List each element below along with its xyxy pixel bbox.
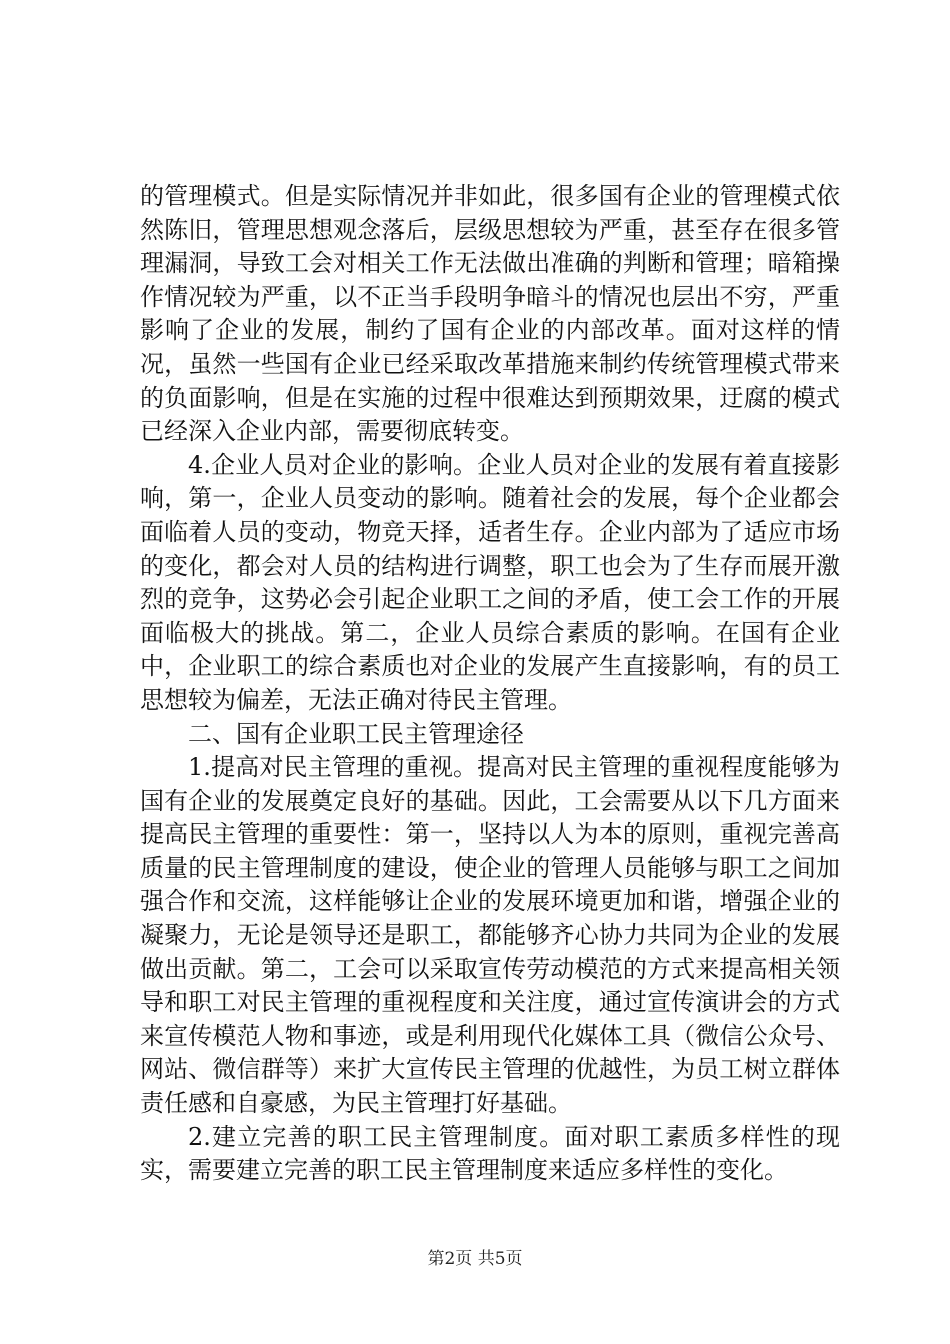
paragraph-establish-system: 2.建立完善的职工民主管理制度。面对职工素质多样性的现实，需要建立完善的职工民主管理制度来适应多样性的变化。	[140, 1122, 840, 1185]
paragraph-enterprise-personnel: 4.企业人员对企业的影响。企业人员对企业的发展有着直接影响，第一，企业人员变动的影响。随着社会的发展，每个企业都会面临着人员的变动，物竞天择，适者生存。企业内部为了适应市场的变化，都会对人员的结构进行调整，职工也会为了生存而展开激烈的竞争，这势必会引起企业职工之间的矛盾，使工会工作的开展面临极大的挑战。第二，企业人员综合素质的影响。在国有企业中，企业职工的综合素质也对企业的发展产生直接影响，有的员工思想较为偏差，无法正确对待民主管理。	[140, 450, 840, 714]
document-body	[140, 180, 840, 1188]
page-number-footer: 第2页 共5页	[427, 1249, 523, 1269]
paragraph-continued: 的管理模式。但是实际情况并非如此，很多国有企业的管理模式依然陈旧，管理思想观念落后，层级思想较为严重，甚至存在很多管理漏洞，导致工会对相关工作无法做出准确的判断和管理；暗箱操作情况较为严重，以不正当手段明争暗斗的情况也层出不穷，严重影响了企业的发展，制约了国有企业的内部改革。面对这样的情况，虽然一些国有企业已经采取改革措施来制约传统管理模式带来的负面影响，但是在实施的过程中很难达到预期效果，迂腐的模式已经深入企业内部，需要彻底转变。	[140, 182, 840, 446]
section-heading: 二、国有企业职工民主管理途径	[188, 719, 524, 748]
paragraph-raise-attention: 1.提高对民主管理的重视。提高对民主管理的重视程度能够为国有企业的发展奠定良好的基础。因此，工会需要从以下几方面来提高民主管理的重要性：第一，坚持以人为本的原则，重视完善高质量的民主管理制度的建设，使企业的管理人员能够与职工之间加强合作和交流，这样能够让企业的发展环境更加和谐，增强企业的凝聚力，无论是领导还是职工，都能够齐心协力共同为企业的发展做出贡献。第二，工会可以采取宣传劳动模范的方式来提高相关领导和职工对民主管理的重视程度和关注度，通过宣传演讲会的方式来宣传模范人物和事迹，或是利用现代化媒体工具（微信公众号、网站、微信群等）来扩大宣传民主管理的优越性，为员工树立群体责任感和自豪感，为民主管理打好基础。	[140, 753, 840, 1118]
